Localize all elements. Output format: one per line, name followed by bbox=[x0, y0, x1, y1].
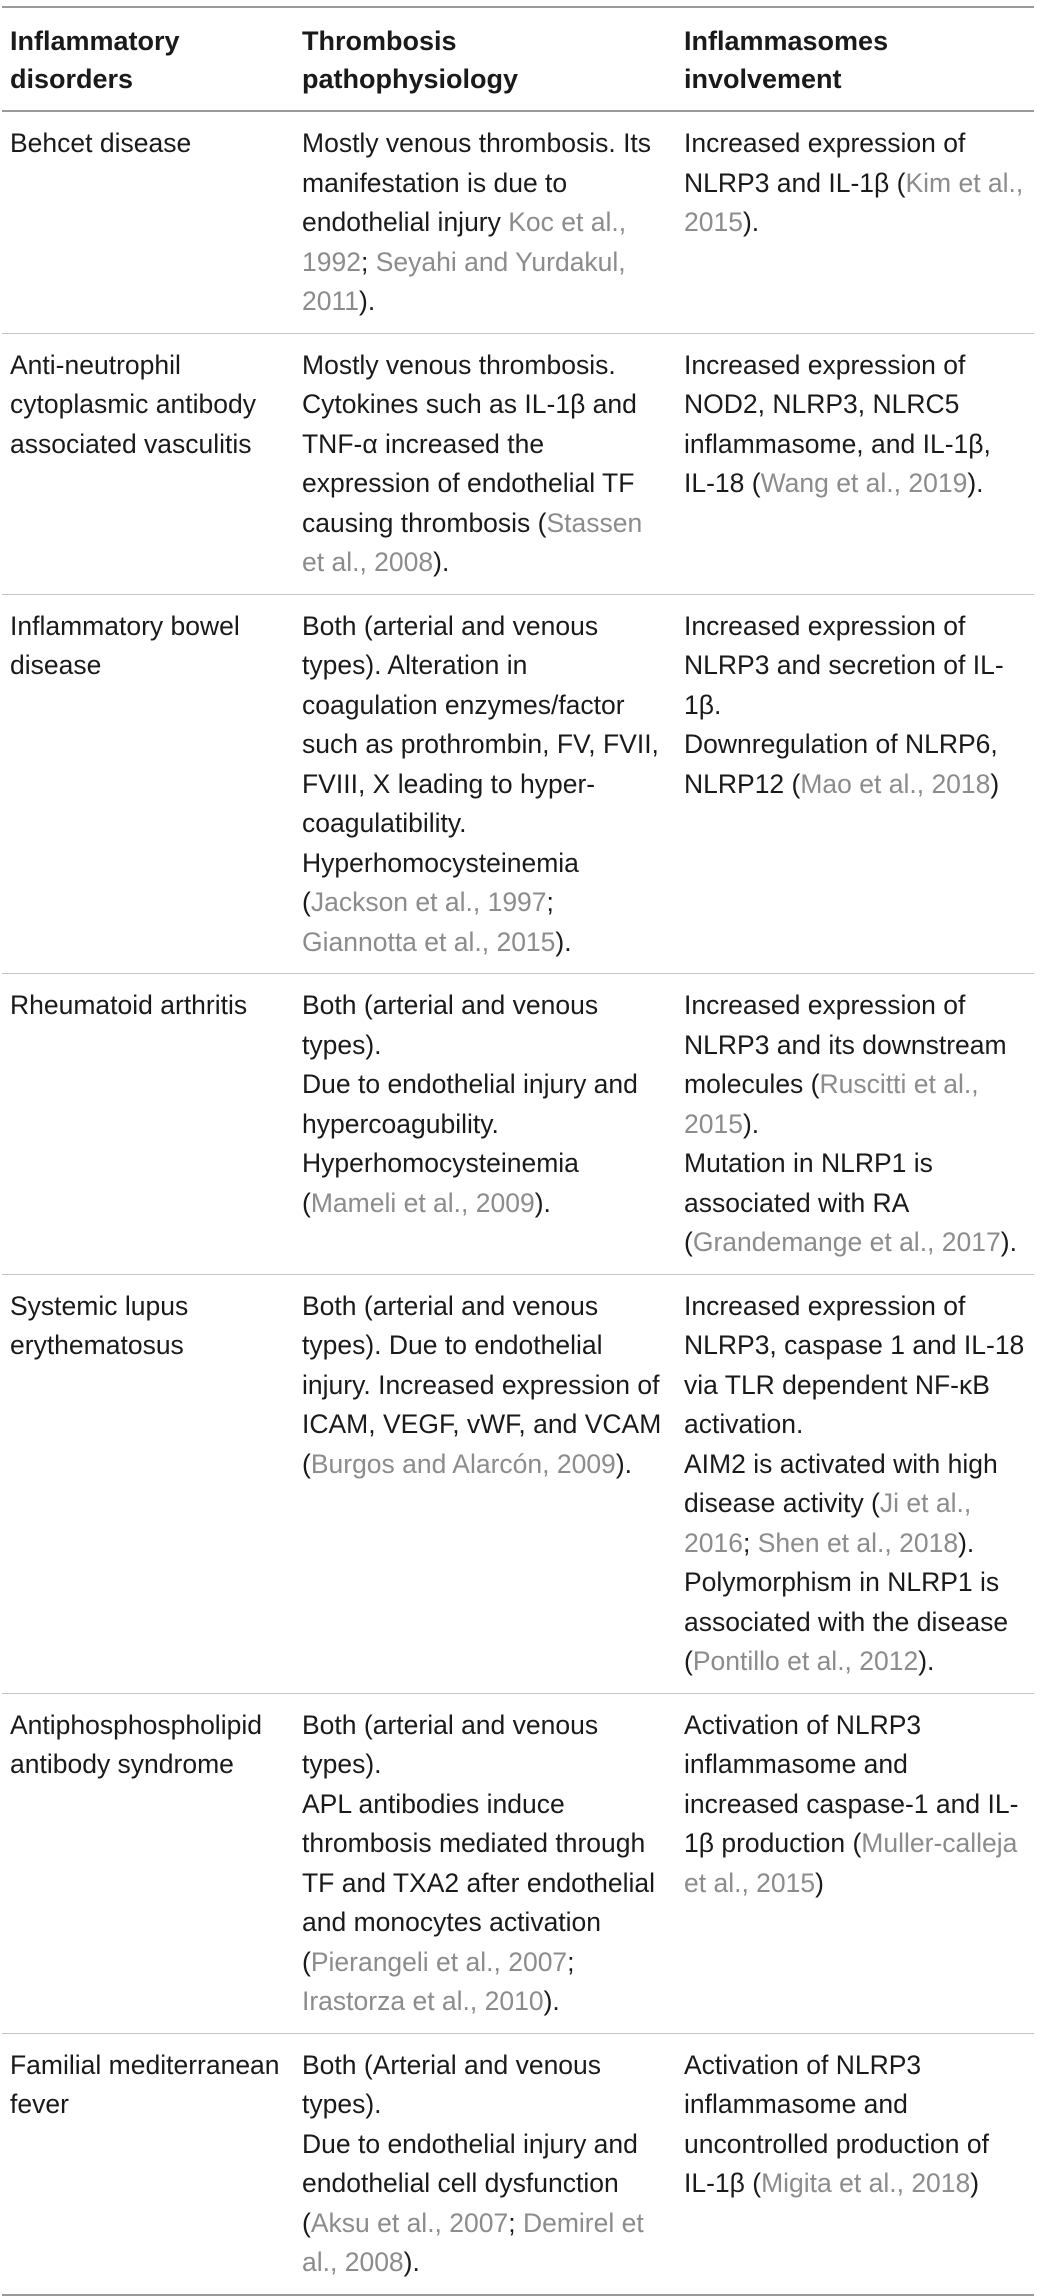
cell-text: ) bbox=[815, 1867, 824, 1898]
pathophysiology-paragraph bbox=[302, 607, 668, 963]
pathophysiology-paragraph bbox=[302, 1785, 668, 2022]
citation-link[interactable]: Grandemange et al., 2017 bbox=[692, 1227, 1001, 1257]
citation-link[interactable]: Stassen et al., 2008 bbox=[302, 507, 643, 577]
citation-link[interactable]: Shen et al., 2018 bbox=[757, 1527, 959, 1558]
cell-text: Activation of NLRP3 inflammasome and uncontrolled production of IL-1β ( bbox=[684, 2049, 989, 2198]
citation-link[interactable]: Muller-calleja et al., 2015 bbox=[684, 1828, 1018, 1898]
pathophysiology-cell bbox=[294, 1693, 676, 2033]
cell-text: Mutation in NLRP1 is associated with RA ( bbox=[684, 1148, 933, 1257]
citation-link[interactable]: Seyahi and Yurdakul, 2011 bbox=[302, 246, 626, 316]
citation-link[interactable]: Aksu et al., 2007 bbox=[310, 2207, 509, 2238]
inflammasomes-cell bbox=[676, 974, 1034, 1275]
table-row bbox=[2, 333, 1034, 594]
cell-text: ). bbox=[1000, 1227, 1017, 1257]
inflammasomes-paragraph bbox=[684, 1287, 1026, 1445]
cell-text: ; bbox=[567, 1946, 575, 1977]
inflammasomes-cell bbox=[676, 594, 1034, 974]
cell-text: ). bbox=[433, 547, 450, 577]
disorder-cell: Antiphosphospholipid antibody syndrome bbox=[2, 1693, 294, 2033]
cell-text: Both (Arterial and venous types). bbox=[302, 2049, 602, 2119]
header-pathophysiology: Thrombosis pathophysiology bbox=[294, 7, 676, 111]
inflammasomes-paragraph bbox=[684, 986, 1026, 1144]
cell-text: Both (arterial and venous types). bbox=[302, 990, 599, 1060]
cell-text: ; bbox=[360, 246, 376, 277]
inflammasomes-paragraph bbox=[684, 346, 1026, 504]
table-row bbox=[2, 594, 1034, 974]
cell-text: ) bbox=[970, 2168, 980, 2198]
cell-text: Due to endothelial injury and hypercoagubility. Hyperhomocysteinemia ( bbox=[302, 1069, 638, 1218]
cell-text: ). bbox=[967, 468, 984, 498]
cell-text: ). bbox=[543, 1986, 560, 2016]
citation-link[interactable]: Burgos and Alarcón, 2009 bbox=[310, 1448, 616, 1479]
inflammasomes-paragraph bbox=[684, 725, 1026, 804]
citation-link[interactable]: Kim et al., 2015 bbox=[684, 167, 1024, 237]
cell-text: Both (arterial and venous types). Alteration in coagulation enzymes/factor such as prothrombin, FV, FVII, FVIII, X leading to hyper-coagulatibility. Hyperhomocysteinemia ( bbox=[302, 610, 659, 917]
cell-text: Both (arterial and venous types). Due to endothelial injury. Increased expression of ICAM, VEGF, vWF, and VCAM ( bbox=[302, 1290, 662, 1479]
disorder-cell: Systemic lupus erythematosus bbox=[2, 1274, 294, 1693]
header-inflammasomes: Inflammasomes involvement bbox=[676, 7, 1034, 111]
cell-text: ). bbox=[615, 1448, 632, 1479]
pathophysiology-paragraph bbox=[302, 346, 668, 583]
cell-text: Activation of NLRP3 inflammasome and increased caspase-1 and IL-1β production ( bbox=[684, 1709, 1019, 1858]
citation-link[interactable]: Pierangeli et al., 2007 bbox=[310, 1946, 568, 1977]
cell-text: ; bbox=[742, 1527, 758, 1558]
table-body bbox=[2, 111, 1034, 2295]
pathophysiology-cell bbox=[294, 333, 676, 594]
inflammasomes-paragraph bbox=[684, 1445, 1026, 1564]
cell-text: ). bbox=[742, 207, 760, 237]
pathophysiology-cell bbox=[294, 974, 676, 1275]
inflammasome-table bbox=[2, 6, 1034, 2296]
disorder-cell: Rheumatoid arthritis bbox=[2, 974, 294, 1275]
cell-text: Increased expression of NOD2, NLRP3, NLRC5 inflammasome, and IL-1β, IL-18 ( bbox=[684, 349, 991, 498]
inflammasomes-cell bbox=[676, 111, 1034, 333]
inflammasomes-paragraph bbox=[684, 2046, 1026, 2204]
cell-text: Downregulation of NLRP6, NLRP12 ( bbox=[684, 729, 998, 799]
page bbox=[0, 6, 1040, 2277]
citation-link[interactable]: Demirel et al., 2008 bbox=[302, 2207, 644, 2277]
table-row bbox=[2, 974, 1034, 1275]
pathophysiology-cell bbox=[294, 2033, 676, 2295]
pathophysiology-cell bbox=[294, 111, 676, 333]
table-row bbox=[2, 1274, 1034, 1693]
table-row bbox=[2, 2033, 1034, 2295]
inflammasomes-paragraph bbox=[684, 607, 1026, 726]
cell-text: ; bbox=[508, 2207, 523, 2238]
cell-text: ). bbox=[958, 1527, 975, 1558]
disorder-cell: Behcet disease bbox=[2, 111, 294, 333]
inflammasomes-paragraph bbox=[684, 1706, 1026, 1904]
pathophysiology-cell bbox=[294, 594, 676, 974]
cell-text: ) bbox=[990, 768, 1000, 799]
cell-text: AIM2 is activated with high disease activity ( bbox=[684, 1448, 998, 1518]
inflammasomes-cell bbox=[676, 1693, 1034, 2033]
cell-text: Mostly venous thrombosis. Its manifestation is due to endothelial injury bbox=[302, 128, 652, 237]
cell-text: ). bbox=[918, 1646, 935, 1676]
disorder-cell: Anti-neutrophil cytoplasmic antibody associated vasculitis bbox=[2, 333, 294, 594]
cell-text: Polymorphism in NLRP1 is associated with the disease ( bbox=[684, 1567, 1009, 1676]
pathophysiology-paragraph bbox=[302, 124, 668, 322]
pathophysiology-paragraph bbox=[302, 2125, 668, 2283]
cell-text: Both (arterial and venous types). bbox=[302, 1709, 599, 1779]
cell-text: Increased expression of NLRP3 and its downstream molecules ( bbox=[684, 990, 1007, 1099]
table-row bbox=[2, 111, 1034, 333]
pathophysiology-cell bbox=[294, 1274, 676, 1693]
cell-text: ). bbox=[403, 2247, 420, 2277]
inflammasomes-paragraph bbox=[684, 1563, 1026, 1682]
citation-link[interactable]: Irastorza et al., 2010 bbox=[302, 1986, 544, 2016]
citation-link[interactable]: Koc et al., 1992 bbox=[302, 207, 627, 277]
citation-link[interactable]: Pontillo et al., 2012 bbox=[692, 1646, 919, 1676]
citation-link[interactable]: Jackson et al., 1997 bbox=[310, 887, 547, 917]
header-row bbox=[2, 7, 1034, 111]
pathophysiology-paragraph bbox=[302, 1287, 668, 1485]
citation-link[interactable]: Ji et al., 2016 bbox=[684, 1488, 972, 1558]
citation-link[interactable]: Ruscitti et al., 2015 bbox=[684, 1069, 979, 1139]
citation-link[interactable]: Migita et al., 2018 bbox=[761, 2168, 971, 2198]
pathophysiology-paragraph bbox=[302, 1706, 668, 1785]
citation-link[interactable]: Mao et al., 2018 bbox=[800, 768, 991, 799]
pathophysiology-paragraph bbox=[302, 986, 668, 1065]
pathophysiology-paragraph bbox=[302, 2046, 668, 2125]
inflammasomes-cell bbox=[676, 333, 1034, 594]
table-row bbox=[2, 1693, 1034, 2033]
cell-text: ). bbox=[534, 1187, 551, 1218]
cell-text: APL antibodies induce thrombosis mediated through TF and TXA2 after endothelial and monocytes activation ( bbox=[302, 1788, 656, 1977]
cell-text: ). bbox=[555, 926, 572, 957]
header-disorders: Inflammatory disorders bbox=[2, 7, 294, 111]
inflammasomes-cell bbox=[676, 1274, 1034, 1693]
cell-text: Increased expression of NLRP3 and IL-1β ( bbox=[684, 128, 966, 198]
cell-text: ). bbox=[742, 1108, 760, 1139]
cell-text: Due to endothelial injury and endothelial cell dysfunction ( bbox=[302, 2128, 638, 2238]
citation-link[interactable]: Mameli et al., 2009 bbox=[310, 1187, 535, 1218]
inflammasomes-paragraph bbox=[684, 124, 1026, 243]
cell-text: Increased expression of NLRP3 and secretion of IL-1β. bbox=[684, 610, 1004, 720]
citation-link[interactable]: Wang et al., 2019 bbox=[760, 468, 968, 498]
cell-text: Mostly venous thrombosis. Cytokines such as IL-1β and TNF-α increased the expression of endothelial TF causing thrombosis ( bbox=[302, 349, 637, 538]
inflammasomes-cell bbox=[676, 2033, 1034, 2295]
inflammasomes-paragraph bbox=[684, 1144, 1026, 1263]
disorder-cell: Familial mediterranean fever bbox=[2, 2033, 294, 2295]
cell-text: Increased expression of NLRP3, caspase 1 and IL-18 via TLR dependent NF-κB activation. bbox=[684, 1290, 1025, 1439]
disorder-cell: Inflammatory bowel disease bbox=[2, 594, 294, 974]
pathophysiology-paragraph bbox=[302, 1065, 668, 1223]
citation-link[interactable]: Giannotta et al., 2015 bbox=[302, 926, 556, 957]
cell-text: ). bbox=[359, 286, 376, 316]
cell-text: ; bbox=[546, 887, 554, 917]
